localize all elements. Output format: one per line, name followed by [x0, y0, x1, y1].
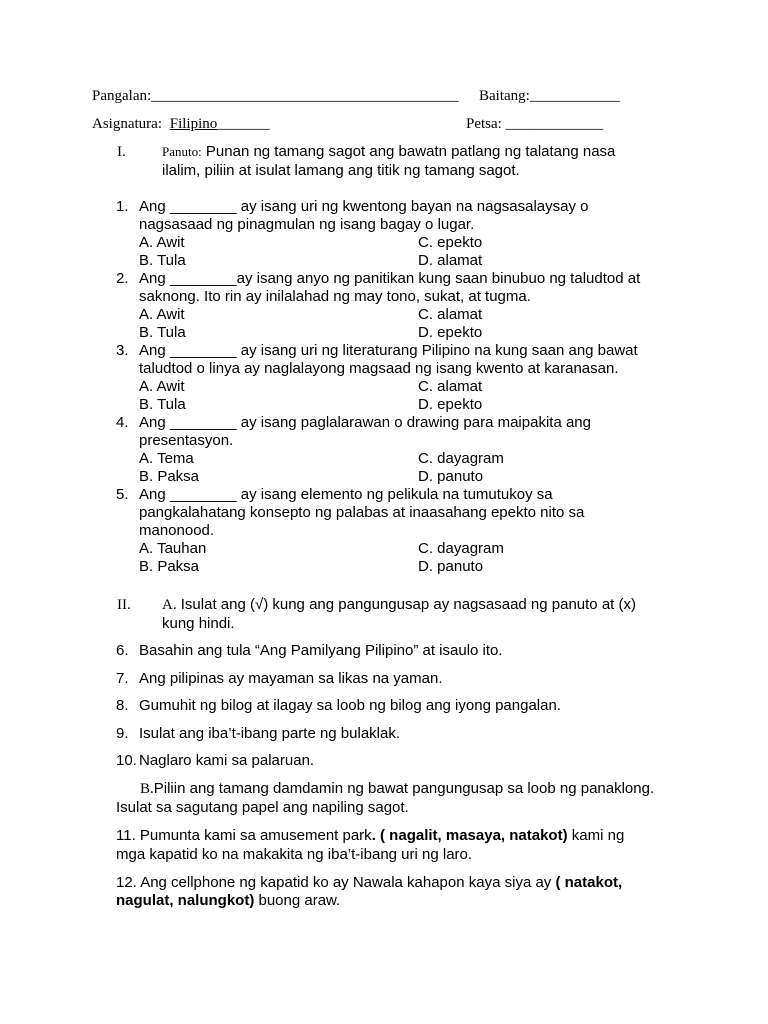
question-1 — [116, 198, 676, 270]
option-a: A. Tauhan — [139, 540, 207, 557]
date-field — [466, 116, 603, 133]
q12-text: 12. Ang cellphone ng kapatid ko ay Nawala kahapon kaya siya ay — [116, 874, 556, 891]
grade-blank: ____________ — [529, 88, 620, 104]
item-number: 6. — [116, 642, 129, 659]
question-5 — [116, 486, 676, 576]
question-text: saknong. Ito rin ay inilalahad ng may tono, sukat, at tugma. — [139, 288, 531, 305]
question-12 — [116, 874, 622, 892]
option-c: C. alamat — [418, 378, 483, 395]
question-11 — [116, 827, 624, 845]
option-d: D. panuto — [418, 468, 484, 485]
question-text: nagsasaad ng pinagmulan ng isang bagay o lugar. — [139, 216, 475, 233]
subject-value: Filipino — [169, 116, 218, 132]
part2-b-directions-line2: Isulat sa sagutang papel ang napiling sagot. — [116, 799, 409, 816]
part2-a-directions-line2: kung hindi. — [162, 615, 235, 632]
question-text: presentasyon. — [139, 432, 234, 449]
question-11-line2: mga kapatid ko na makakita ng iba’t-ibang uri ng laro. — [116, 846, 473, 863]
item-number: 7. — [116, 670, 129, 687]
item-number: 9. — [116, 725, 129, 742]
item-9 — [116, 725, 400, 743]
subject-blank: _______ — [217, 116, 270, 132]
question-number: 3. — [116, 342, 129, 359]
item-10 — [116, 752, 314, 770]
part2-a-directions — [162, 596, 636, 614]
grade-label: Baitang: — [479, 88, 530, 104]
q11-text-end: kami ng — [567, 827, 625, 844]
question-text: taludtod o linya ay naglalayong magsaad ng isang kwento at karanasan. — [139, 360, 619, 377]
option-c: C. dayagram — [418, 540, 504, 557]
question-text: Ang ________ay isang anyo ng panitikan kung saan binubuo ng taludtod at — [139, 270, 641, 287]
part2-b-text: Piliin ang tamang damdamin ng bawat pangungusap sa loob ng panaklong. — [153, 780, 655, 797]
option-c: C. dayagram — [418, 450, 504, 467]
question-3 — [116, 342, 676, 414]
date-blank: _____________ — [505, 116, 604, 132]
item-text: Naglaro kami sa palaruan. — [139, 752, 315, 769]
name-blank: _________________________________________ — [151, 88, 459, 104]
q11-text: 11. Pumunta kami sa amusement park — [116, 827, 372, 844]
grade-field — [479, 88, 620, 105]
option-b: B. Tula — [139, 396, 186, 413]
item-7 — [116, 670, 443, 688]
item-text: Ang pilipinas ay mayaman sa likas na yaman. — [139, 670, 443, 687]
date-label: Petsa: — [466, 116, 502, 132]
q12-text-end: buong araw. — [254, 892, 341, 909]
item-text: Basahin ang tula “Ang Pamilyang Pilipino” at isaulo ito. — [139, 642, 503, 659]
option-b: B. Tula — [139, 252, 186, 269]
option-d: D. alamat — [418, 252, 483, 269]
item-8 — [116, 697, 561, 715]
item-number: 10. — [116, 752, 137, 769]
part2-a-label: A. — [162, 597, 177, 613]
question-text: Ang ________ ay isang uri ng kwentong bayan na nagsasalaysay o — [139, 198, 589, 215]
option-b: B. Paksa — [139, 468, 200, 485]
question-text: Ang ________ ay isang uri ng literaturang Pilipino na kung saan ang bawat — [139, 342, 638, 359]
name-field — [92, 88, 459, 105]
option-a: A. Awit — [139, 378, 185, 395]
q11-choices: . ( nagalit, masaya, natakot) — [371, 827, 568, 844]
option-a: A. Tema — [139, 450, 194, 467]
question-number: 2. — [116, 270, 129, 287]
question-2 — [116, 270, 676, 342]
option-b: B. Tula — [139, 324, 186, 341]
option-d: D. epekto — [418, 324, 483, 341]
question-text: manonood. — [139, 522, 215, 539]
item-text: Gumuhit ng bilog at ilagay sa loob ng bilog ang iyong pangalan. — [139, 697, 561, 714]
subject-label: Asignatura: — [92, 116, 162, 132]
item-number: 8. — [116, 697, 129, 714]
item-text: Isulat ang iba’t-ibang parte ng bulaklak. — [139, 725, 401, 742]
directions-label: Panuto: — [162, 144, 202, 159]
question-number: 5. — [116, 486, 129, 503]
part1-roman: I. — [117, 144, 126, 160]
question-text: Ang ________ ay isang elemento ng pelikula na tumutukoy sa — [139, 486, 553, 503]
part2-roman: II. — [117, 597, 131, 613]
question-number: 4. — [116, 414, 129, 431]
option-d: D. epekto — [418, 396, 483, 413]
option-c: C. alamat — [418, 306, 483, 323]
question-text: pangkalahatang konsepto ng palabas at inaasahang epekto nito sa — [139, 504, 585, 521]
option-b: B. Paksa — [139, 558, 200, 575]
question-text: Ang ________ ay isang paglalarawan o drawing para maipakita ang — [139, 414, 591, 431]
directions-text: Punan ng tamang sagot ang bawatn patlang ng talatang nasa — [205, 143, 616, 160]
question-number: 1. — [116, 198, 129, 215]
item-6 — [116, 642, 503, 660]
q12-choices-cont: nagulat, nalungkot) — [116, 892, 255, 909]
option-a: A. Awit — [139, 306, 185, 323]
part2-b-label: B. — [140, 781, 154, 797]
part1-directions-line2: ilalim, piliin at isulat lamang ang titik ng tamang sagot. — [162, 162, 520, 179]
part2-a-text: Isulat ang (√) kung ang pangungusap ay nagsasaad ng panuto at (x) — [180, 596, 636, 613]
q12-choices: ( natakot, — [555, 874, 623, 891]
option-c: C. epekto — [418, 234, 483, 251]
subject-field — [92, 116, 270, 133]
part1-directions — [162, 143, 615, 161]
question-4 — [116, 414, 676, 486]
name-label: Pangalan: — [92, 88, 152, 104]
part2-b-directions — [140, 780, 654, 798]
question-12-line2 — [116, 892, 340, 910]
option-d: D. panuto — [418, 558, 484, 575]
option-a: A. Awit — [139, 234, 185, 251]
